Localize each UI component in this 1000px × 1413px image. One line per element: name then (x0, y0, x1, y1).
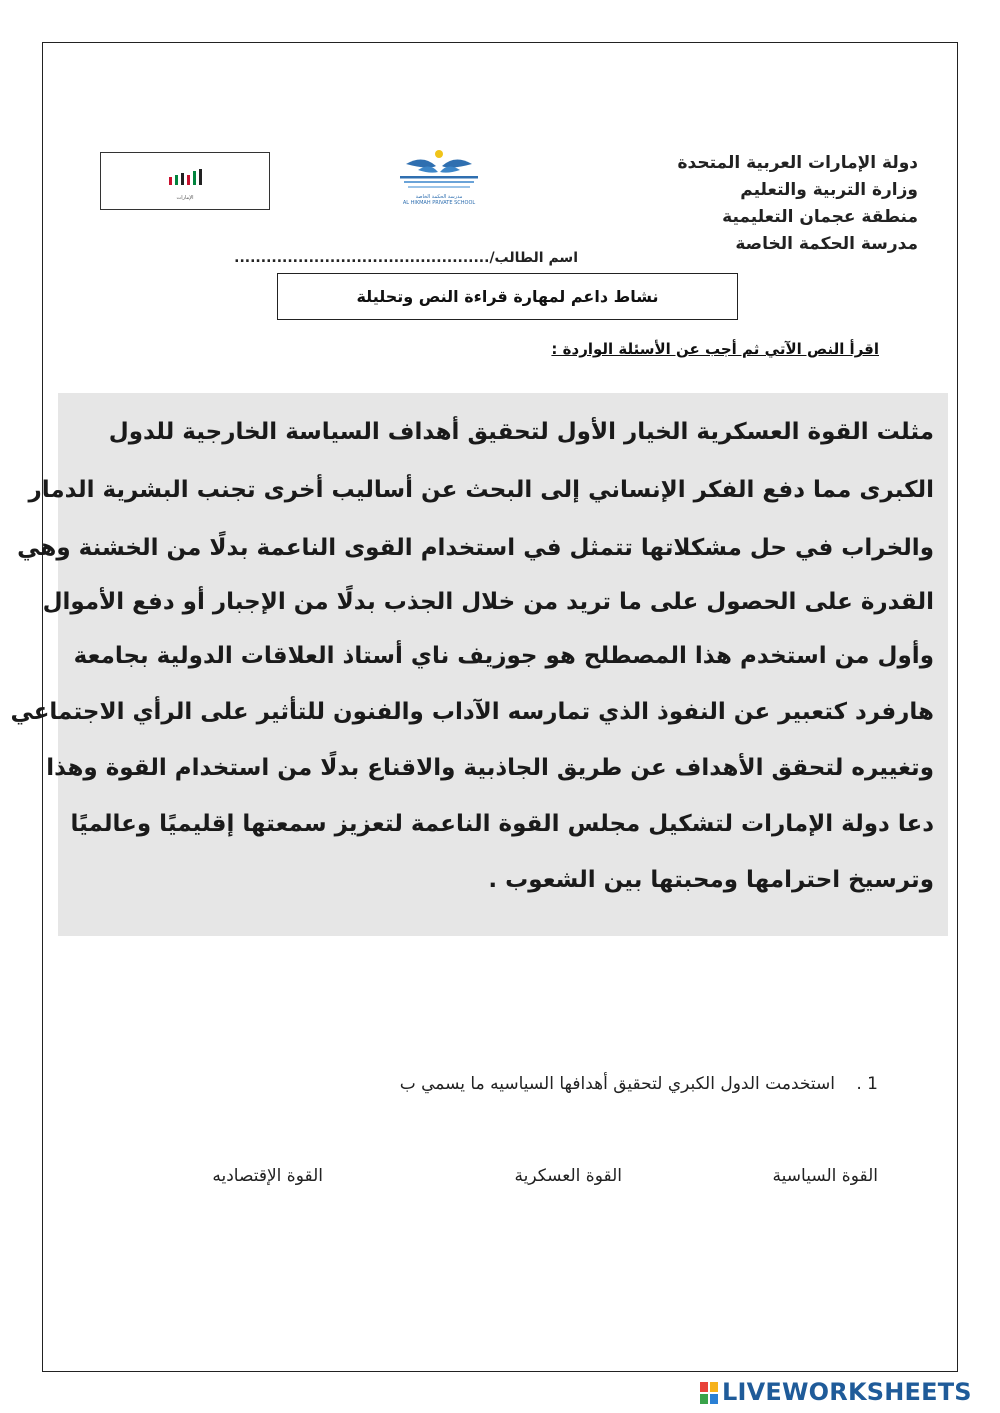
school-emblem-icon (378, 148, 500, 194)
header-school: مدرسة الحكمة الخاصة (735, 234, 918, 254)
liveworksheets-brand: LIVEWORKSHEETS (722, 1378, 972, 1406)
school-logo (378, 148, 500, 210)
answer-option-economic[interactable]: القوة الإقتصاديه (212, 1166, 323, 1186)
uae-flag-bars-icon (167, 167, 207, 193)
header-country: دولة الإمارات العربية المتحدة (677, 153, 918, 173)
activity-title: نشاط داعم لمهارة قراءة النص وتحليلة (356, 287, 659, 306)
passage-line: وتغييره لتحقق الأهداف عن طريق الجاذبية والاقناع بدلًا من استخدام القوة وهذا (46, 755, 934, 781)
passage-line: مثلت القوة العسكرية الخيار الأول لتحقيق أهداف السياسة الخارجية للدول (108, 419, 934, 445)
school-english-name: AL HIKMAH PRIVATE SCHOOL (402, 200, 476, 206)
uae-logo-box (100, 152, 270, 210)
passage-line: الكبرى مما دفع الفكر الإنساني إلى البحث عن أساليب أخرى تجنب البشرية الدمار (28, 477, 934, 503)
uae-logo-caption: الإمارات (176, 195, 194, 201)
answer-option-political[interactable]: القوة السياسية (772, 1166, 878, 1186)
passage-line: والخراب في حل مشكلاتها تتمثل في استخدام القوى الناعمة بدلًا من الخشنة وهي (17, 535, 934, 561)
header-ministry: وزارة التربية والتعليم (740, 180, 918, 200)
passage-line: وأول من استخدم هذا المصطلح هو جوزيف ناي أستاذ العلاقات الدولية بجامعة (73, 643, 934, 669)
passage-line: هارفرد كتعبير عن النفوذ الذي تمارسه الآداب والفنون للتأثير على الرأي الاجتماعي (10, 699, 934, 725)
instruction: اقرأ النص الآتي ثم أجب عن الأسئلة الواردة : (551, 340, 879, 358)
liveworksheets-logo (700, 1378, 994, 1408)
question-1 (400, 1074, 878, 1094)
passage-line: وترسيخ احترامها ومحبتها بين الشعوب . (488, 867, 934, 893)
header-zone: منطقة عجمان التعليمية (722, 207, 918, 227)
passage-line: دعا دولة الإمارات لتشكيل مجلس القوة الناعمة لتعزيز سمعتها إقليميًا وعالميًا (70, 811, 934, 837)
question-text: استخدمت الدول الكبري لتحقيق أهدافها السياسيه ما يسمي ب (399, 1074, 835, 1094)
school-logo-caption (378, 194, 500, 206)
student-name-field[interactable]: اسم الطالب/................................................ (234, 250, 578, 266)
liveworksheets-icon (700, 1382, 720, 1406)
reading-passage (10, 393, 948, 936)
school-arabic-name: مدرسة الحكمة الخاصة (415, 194, 463, 200)
activity-title-box (277, 273, 738, 320)
question-number: 1 . (856, 1074, 878, 1094)
answer-option-military[interactable]: القوة العسكرية (514, 1166, 622, 1186)
passage-line: القدرة على الحصول على ما تريد من خلال الجذب بدلًا من الإجبار أو دفع الأموال (42, 589, 934, 615)
header-block (588, 150, 918, 258)
